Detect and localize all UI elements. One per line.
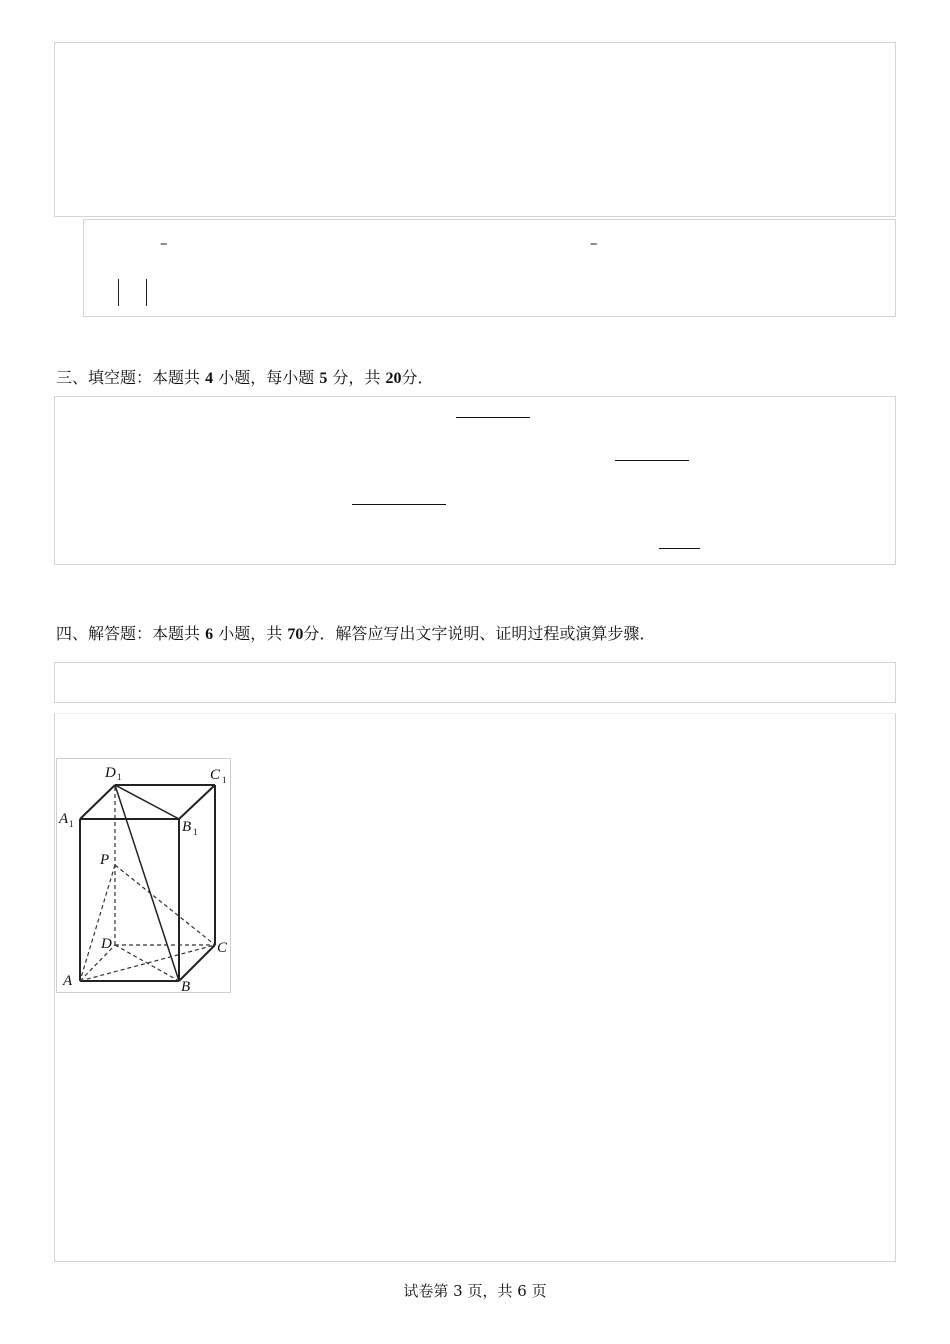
label-A1: A [59, 811, 69, 827]
label-B1-sub: 1 [193, 827, 198, 837]
label-P: P [100, 852, 110, 868]
section4-suffix: 分．解答应写出文字说明、证明过程或演算步骤． [303, 624, 656, 643]
section4-heading [56, 624, 655, 645]
label-A: A [63, 973, 73, 989]
prism-figure [56, 758, 231, 993]
blank-line-13 [456, 417, 530, 418]
label-D: D [101, 936, 112, 952]
section3-count: 4 [205, 370, 214, 387]
label-A1-sub: 1 [69, 819, 74, 829]
fill-blank-box [54, 396, 896, 565]
answer-box-17 [54, 662, 896, 703]
section3-suffix: 分． [401, 368, 434, 387]
section4-mid1: 小题，共 [218, 624, 283, 643]
abs-bar-left [118, 279, 119, 306]
section3-points-each: 5 [319, 370, 328, 387]
edge-B1-C1 [179, 785, 215, 819]
answer-box-options [83, 219, 896, 317]
page-footer: 试卷第 3 页，共 6 页 [403, 1282, 547, 1300]
label-C1-sub: 1 [222, 775, 227, 785]
section4-prefix: 四、解答题：本题共 [56, 624, 201, 643]
section3-mid2: 分，共 [332, 368, 381, 387]
label-C1: C [210, 767, 221, 783]
label-C: C [217, 940, 228, 956]
blank-line-15 [352, 504, 446, 505]
prism-diagram-svg [57, 759, 230, 992]
minus-mark-2: – [590, 234, 598, 252]
section3-heading [56, 368, 434, 389]
minus-mark-1: – [160, 234, 168, 252]
edge-A1-D1 [80, 785, 115, 819]
section4-count: 6 [205, 626, 214, 643]
abs-bar-right [146, 279, 147, 306]
label-D1-sub: 1 [117, 772, 122, 782]
blank-line-14 [615, 460, 689, 461]
section4-total: 70 [287, 626, 304, 643]
section3-mid1: 小题，每小题 [218, 368, 315, 387]
section3-prefix: 三、填空题：本题共 [56, 368, 201, 387]
answer-box-top [54, 42, 896, 217]
label-D1: D [105, 765, 116, 781]
label-B1: B [182, 819, 192, 835]
blank-line-16 [659, 548, 700, 549]
section3-total: 20 [385, 370, 402, 387]
hidden-segment-P-C [115, 865, 215, 945]
label-B: B [181, 979, 191, 992]
